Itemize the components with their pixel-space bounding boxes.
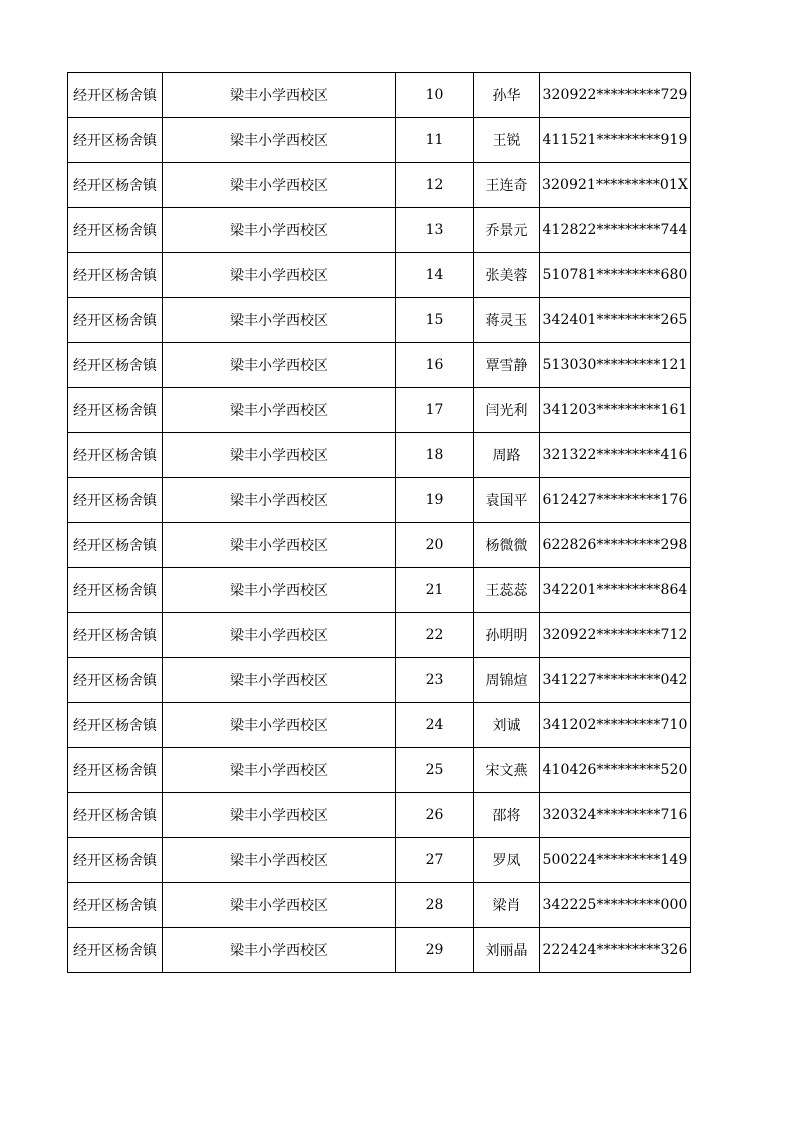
cell-id-number: 320922*********729 (540, 73, 691, 118)
cell-district: 经开区杨舍镇 (68, 883, 163, 928)
cell-number: 17 (396, 388, 474, 433)
cell-district: 经开区杨舍镇 (68, 163, 163, 208)
table-row (68, 568, 691, 613)
cell-number: 28 (396, 883, 474, 928)
cell-number: 24 (396, 703, 474, 748)
cell-name: 覃雪静 (474, 343, 540, 388)
cell-district: 经开区杨舍镇 (68, 208, 163, 253)
cell-district: 经开区杨舍镇 (68, 433, 163, 478)
cell-district: 经开区杨舍镇 (68, 748, 163, 793)
cell-id-number: 341202*********710 (540, 703, 691, 748)
cell-id-number: 411521*********919 (540, 118, 691, 163)
cell-name: 张美蓉 (474, 253, 540, 298)
cell-school: 梁丰小学西校区 (163, 613, 396, 658)
cell-number: 18 (396, 433, 474, 478)
table-row (68, 343, 691, 388)
cell-district: 经开区杨舍镇 (68, 658, 163, 703)
table-row (68, 838, 691, 883)
cell-id-number: 222424*********326 (540, 928, 691, 973)
cell-number: 25 (396, 748, 474, 793)
cell-id-number: 410426*********520 (540, 748, 691, 793)
cell-district: 经开区杨舍镇 (68, 523, 163, 568)
cell-name: 刘丽晶 (474, 928, 540, 973)
cell-number: 11 (396, 118, 474, 163)
cell-school: 梁丰小学西校区 (163, 748, 396, 793)
cell-number: 16 (396, 343, 474, 388)
cell-school: 梁丰小学西校区 (163, 838, 396, 883)
table-row (68, 928, 691, 973)
cell-school: 梁丰小学西校区 (163, 253, 396, 298)
cell-number: 13 (396, 208, 474, 253)
cell-name: 蒋灵玉 (474, 298, 540, 343)
cell-id-number: 320324*********716 (540, 793, 691, 838)
table-row (68, 298, 691, 343)
table-row (68, 478, 691, 523)
cell-name: 刘诚 (474, 703, 540, 748)
table-row (68, 523, 691, 568)
cell-name: 乔景元 (474, 208, 540, 253)
cell-district: 经开区杨舍镇 (68, 568, 163, 613)
cell-school: 梁丰小学西校区 (163, 118, 396, 163)
table-row (68, 163, 691, 208)
cell-school: 梁丰小学西校区 (163, 793, 396, 838)
cell-school: 梁丰小学西校区 (163, 703, 396, 748)
cell-district: 经开区杨舍镇 (68, 793, 163, 838)
cell-name: 周锦煊 (474, 658, 540, 703)
cell-district: 经开区杨舍镇 (68, 253, 163, 298)
cell-school: 梁丰小学西校区 (163, 298, 396, 343)
cell-school: 梁丰小学西校区 (163, 568, 396, 613)
cell-school: 梁丰小学西校区 (163, 163, 396, 208)
cell-school: 梁丰小学西校区 (163, 388, 396, 433)
table-row (68, 613, 691, 658)
cell-school: 梁丰小学西校区 (163, 208, 396, 253)
cell-district: 经开区杨舍镇 (68, 478, 163, 523)
cell-id-number: 341227*********042 (540, 658, 691, 703)
cell-number: 29 (396, 928, 474, 973)
personnel-table (67, 72, 691, 973)
cell-school: 梁丰小学西校区 (163, 928, 396, 973)
cell-district: 经开区杨舍镇 (68, 838, 163, 883)
cell-name: 罗凤 (474, 838, 540, 883)
cell-school: 梁丰小学西校区 (163, 73, 396, 118)
cell-number: 19 (396, 478, 474, 523)
cell-name: 袁国平 (474, 478, 540, 523)
cell-id-number: 500224*********149 (540, 838, 691, 883)
cell-id-number: 513030*********121 (540, 343, 691, 388)
cell-id-number: 320922*********712 (540, 613, 691, 658)
cell-id-number: 342225*********000 (540, 883, 691, 928)
cell-number: 26 (396, 793, 474, 838)
cell-number: 14 (396, 253, 474, 298)
cell-name: 王锐 (474, 118, 540, 163)
cell-district: 经开区杨舍镇 (68, 388, 163, 433)
cell-name: 孙华 (474, 73, 540, 118)
cell-number: 23 (396, 658, 474, 703)
cell-number: 20 (396, 523, 474, 568)
table-body (68, 73, 691, 973)
cell-name: 邵将 (474, 793, 540, 838)
cell-id-number: 321322*********416 (540, 433, 691, 478)
table-row (68, 253, 691, 298)
cell-district: 经开区杨舍镇 (68, 73, 163, 118)
cell-district: 经开区杨舍镇 (68, 343, 163, 388)
cell-school: 梁丰小学西校区 (163, 433, 396, 478)
cell-school: 梁丰小学西校区 (163, 883, 396, 928)
table-row (68, 208, 691, 253)
cell-name: 闫光利 (474, 388, 540, 433)
cell-id-number: 342401*********265 (540, 298, 691, 343)
cell-school: 梁丰小学西校区 (163, 478, 396, 523)
table-row (68, 118, 691, 163)
cell-district: 经开区杨舍镇 (68, 613, 163, 658)
table-row (68, 793, 691, 838)
table-row (68, 388, 691, 433)
cell-id-number: 320921*********01X (540, 163, 691, 208)
cell-id-number: 622826*********298 (540, 523, 691, 568)
table-row (68, 748, 691, 793)
table-row (68, 73, 691, 118)
cell-school: 梁丰小学西校区 (163, 523, 396, 568)
cell-name: 周路 (474, 433, 540, 478)
cell-district: 经开区杨舍镇 (68, 298, 163, 343)
table-row (68, 433, 691, 478)
table-row (68, 658, 691, 703)
table-row (68, 703, 691, 748)
cell-district: 经开区杨舍镇 (68, 703, 163, 748)
cell-name: 王蕊蕊 (474, 568, 540, 613)
cell-name: 孙明明 (474, 613, 540, 658)
cell-id-number: 612427*********176 (540, 478, 691, 523)
cell-id-number: 342201*********864 (540, 568, 691, 613)
cell-district: 经开区杨舍镇 (68, 118, 163, 163)
cell-name: 宋文燕 (474, 748, 540, 793)
cell-name: 王连奇 (474, 163, 540, 208)
cell-school: 梁丰小学西校区 (163, 343, 396, 388)
cell-number: 15 (396, 298, 474, 343)
cell-number: 12 (396, 163, 474, 208)
cell-number: 22 (396, 613, 474, 658)
cell-id-number: 412822*********744 (540, 208, 691, 253)
cell-number: 10 (396, 73, 474, 118)
cell-district: 经开区杨舍镇 (68, 928, 163, 973)
cell-number: 21 (396, 568, 474, 613)
cell-name: 杨微微 (474, 523, 540, 568)
cell-school: 梁丰小学西校区 (163, 658, 396, 703)
cell-name: 梁肖 (474, 883, 540, 928)
table-row (68, 883, 691, 928)
cell-id-number: 341203*********161 (540, 388, 691, 433)
cell-number: 27 (396, 838, 474, 883)
cell-id-number: 510781*********680 (540, 253, 691, 298)
